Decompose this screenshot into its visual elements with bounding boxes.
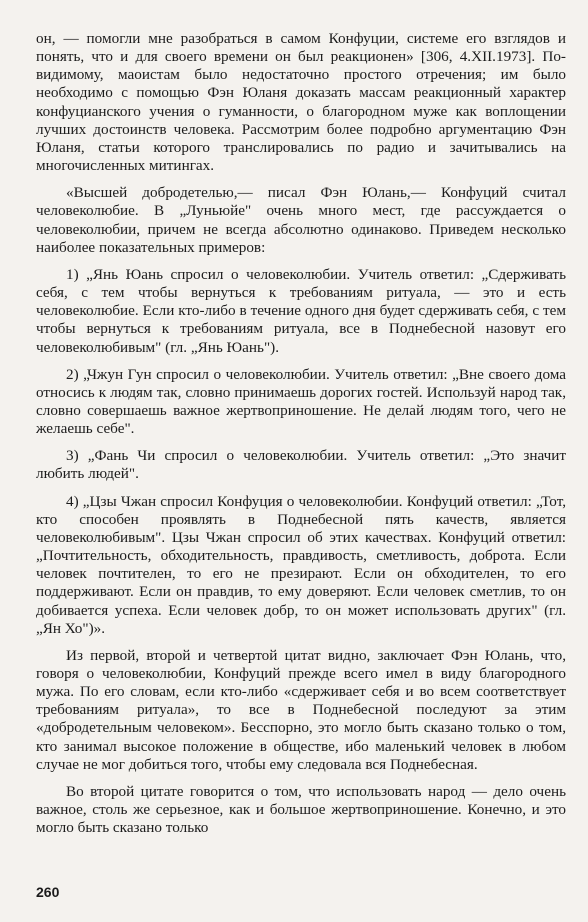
paragraph-gap: [36, 638, 566, 647]
paragraph-gap: [36, 357, 566, 366]
paragraph-7: Из первой, второй и четвертой цитат видно, заключает Фэн Юлань, что, говоря о человеколюбии, Конфуций прежде всего имел в виду благородного мужа. По его словам, если кто-либо «сдерживает себя и во всем соответствует требованиям ритуала», то все в Поднебесной последуют за этим «добродетельным человеком». Бесспорно, это могло быть сказано только о том, кто занимал высокое положение в обществе, ибо маленький человек в любом случае не мог добиться того, чтобы ему следовала вся Поднебесная.: [36, 646, 566, 773]
paragraph-3: 1) „Янь Юань спросил о человеколюбии. Учитель ответил: „Сдерживать себя, с тем чтобы вернуться к требованиям ритуала, — это и есть человеколюбие. Если кто-либо в течение одного дня будет сдерживать себя, с тем чтобы вернуться к требованиям ритуала, все в Поднебесной назовут его человеколюбивым" (гл. „Янь Юань").: [36, 265, 566, 356]
paragraph-gap: [36, 257, 566, 266]
paragraph-gap: [36, 175, 566, 184]
paragraph-6: 4) „Цзы Чжан спросил Конфуция о человеколюбии. Конфуций ответил: „Тот, кто способен проявлять в Поднебесной пять качеств, является человеколюбивым". Цзы Чжан спросил об этих качествах. Конфуций ответил: „Почтительность, обходительность, правдивость, сметливость, доброта. Если человек почтителен, то его не презирают. Если он обходителен, то его поддерживают. Если он правдив, то ему доверяют. Если человек сметлив, то он добивается успеха. Если человек добр, то он может использовать других" (гл. „Ян Хо")».: [36, 492, 566, 637]
paragraph-4: 2) „Чжун Гун спросил о человеколюбии. Учитель ответил: „Вне своего дома относись к людям так, словно принимаешь дорогих гостей. Используй народ так, словно совершаешь важное жертвоприношение. Не делай людям того, чего не желаешь себе".: [36, 365, 566, 438]
paragraph-gap: [36, 438, 566, 447]
page-number: 260: [36, 884, 60, 900]
paragraph-gap: [36, 774, 566, 783]
paragraph-2: «Высшей добродетелью,— писал Фэн Юлань,— Конфуций считал человеколюбие. В „Луньюйе" очень много мест, где рассуждается о человеколюбии, причем не всегда абсолютно одинаково. Приведем несколько наиболее показательных примеров:: [36, 184, 566, 256]
paragraph-1: он, — помогли мне разобраться в самом Конфуции, системе его взглядов и понять, что и для своего времени он был реакционен» [306, 4.XII.1973]. По-видимому, маоистам было недостаточно простого отречения; им было необходимо с помощью Фэн Юланя доказать массам реакционный характер конфуцианского учения о гуманности, о благородном муже как воплощении лучших достоинств человека. Рассмотрим более подробно аргументацию Фэн Юланя, статьи которого транслировались по радио и зачитывались на многочисленных митингах.: [36, 30, 566, 175]
paragraph-gap: [36, 484, 566, 493]
paragraph-5: 3) „Фань Чи спросил о человеколюбии. Учитель ответил: „Это значит любить людей".: [36, 447, 566, 483]
paragraph-8: Во второй цитате говорится о том, что использовать народ — дело очень важное, столь же серьезное, как и большое жертвоприношение. Конечно, и это могло быть сказано только: [36, 782, 566, 837]
